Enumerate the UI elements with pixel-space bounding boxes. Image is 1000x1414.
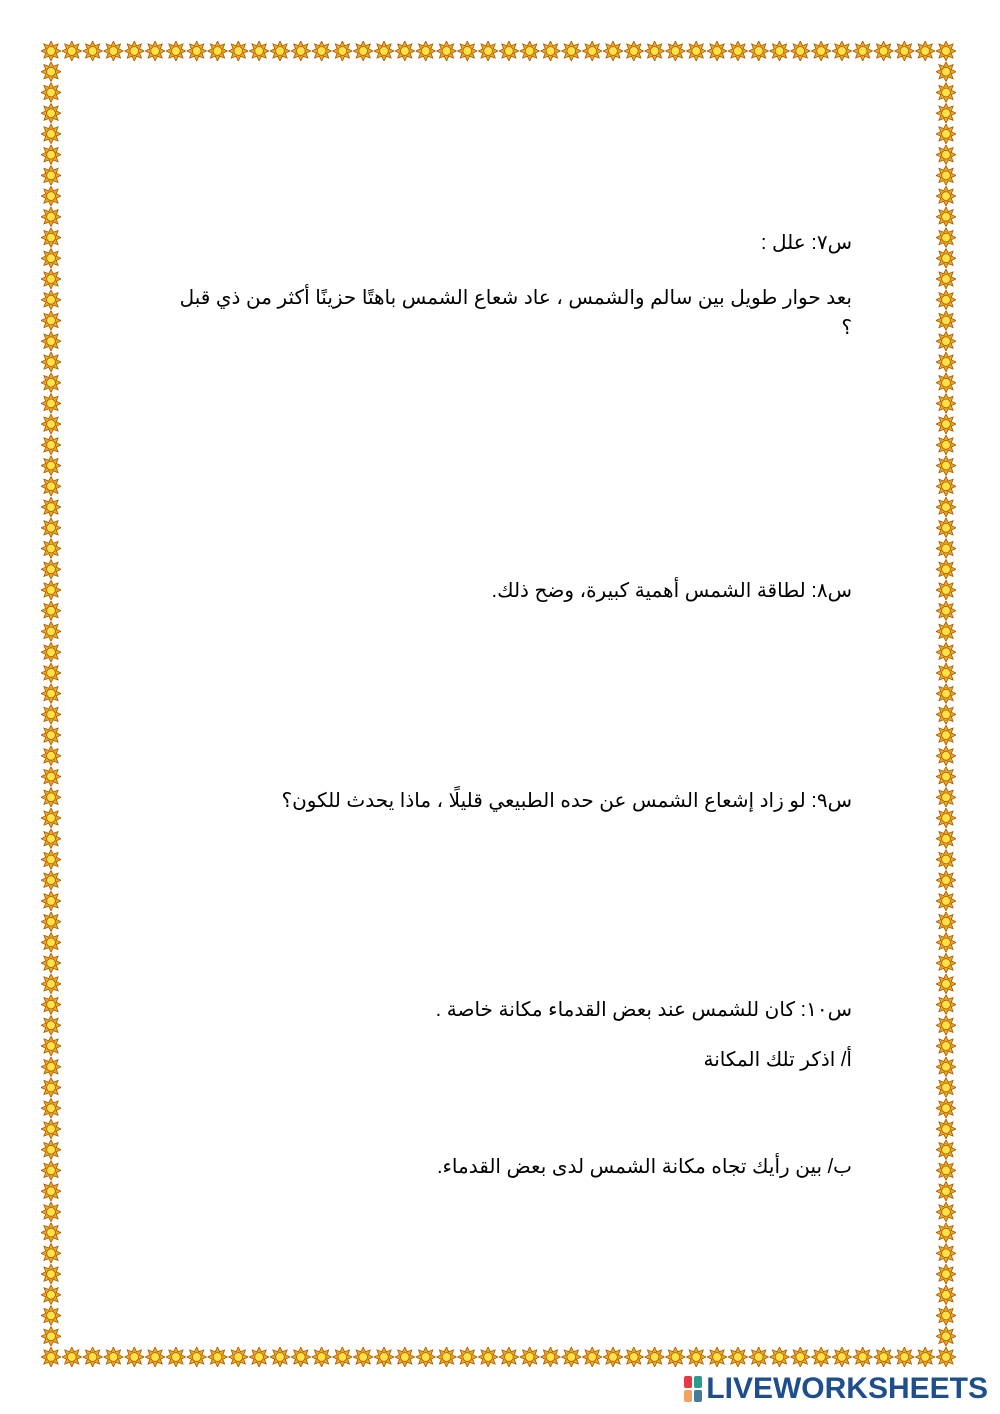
sun-icon (936, 1326, 956, 1346)
sun-icon (936, 912, 956, 932)
sun-icon (41, 1057, 61, 1077)
sun-icon (936, 41, 956, 61)
sun-icon (312, 41, 332, 61)
question-8-title: س٨: لطاقة الشمس أهمية كبيرة، وضح ذلك. (491, 580, 852, 602)
sun-icon (936, 311, 956, 331)
sun-icon (936, 476, 956, 496)
sun-icon (936, 953, 956, 973)
sun-icon (457, 1347, 477, 1367)
sun-icon (41, 518, 61, 538)
sun-icon (707, 1347, 727, 1367)
sun-icon (41, 829, 61, 849)
sun-icon (41, 476, 61, 496)
sun-icon (416, 41, 436, 61)
question-10-part-b: ب/ بين رأيك تجاه مكانة الشمس لدى بعض القدماء. (436, 1156, 852, 1178)
sun-icon (41, 1140, 61, 1160)
sun-icon (853, 1347, 873, 1367)
sun-icon (41, 974, 61, 994)
question-10-title: س١٠: كان للشمس عند بعض القدماء مكانة خاصة . (435, 999, 852, 1021)
liveworksheets-logo[interactable] (684, 1372, 988, 1406)
sun-icon (499, 1347, 519, 1367)
question-10-part-a: أ/ اذكر تلك المكانة (703, 1049, 852, 1071)
sun-icon (41, 103, 61, 123)
sun-icon (41, 850, 61, 870)
sun-icon (103, 41, 123, 61)
sun-icon (41, 393, 61, 413)
sun-icon (291, 1347, 311, 1367)
sun-icon (749, 41, 769, 61)
sun-icon (41, 787, 61, 807)
sun-icon (41, 808, 61, 828)
question-7-title: س٧: علل : (760, 232, 852, 254)
sun-icon (665, 1347, 685, 1367)
sun-icon (936, 331, 956, 351)
sun-icon (936, 290, 956, 310)
sun-icon (437, 1347, 457, 1367)
sun-icon (790, 41, 810, 61)
sun-icon (41, 1078, 61, 1098)
sun-icon (291, 41, 311, 61)
sun-icon (894, 41, 914, 61)
sun-icon (208, 1347, 228, 1367)
sun-icon (499, 41, 519, 61)
sun-icon (41, 912, 61, 932)
sun-icon (41, 1036, 61, 1056)
sun-icon (395, 1347, 415, 1367)
sun-icon (832, 1347, 852, 1367)
sun-icon (541, 41, 561, 61)
sun-icon (41, 290, 61, 310)
sun-icon (41, 1015, 61, 1035)
sun-icon (520, 1347, 540, 1367)
sun-icon (811, 41, 831, 61)
sun-icon (936, 373, 956, 393)
sun-icon (41, 621, 61, 641)
sun-icon (936, 974, 956, 994)
sun-icon (41, 456, 61, 476)
sun-icon (936, 228, 956, 248)
sun-icon (936, 1264, 956, 1284)
sun-icon (582, 1347, 602, 1367)
sun-icon (645, 1347, 665, 1367)
sun-icon (228, 41, 248, 61)
sun-icon (770, 1347, 790, 1367)
sun-icon (936, 124, 956, 144)
sun-icon (332, 1347, 352, 1367)
sun-icon (936, 414, 956, 434)
sun-icon (936, 1036, 956, 1056)
sun-icon (41, 1223, 61, 1243)
sun-icon (374, 41, 394, 61)
sun-icon (41, 870, 61, 890)
sun-icon (936, 559, 956, 579)
sun-icon (936, 1119, 956, 1139)
sun-icon (936, 1243, 956, 1263)
sun-icon (936, 1140, 956, 1160)
sun-icon (41, 435, 61, 455)
sun-icon (249, 1347, 269, 1367)
sun-icon (936, 767, 956, 787)
sun-icon (790, 1347, 810, 1367)
sun-icon (915, 1347, 935, 1367)
sun-icon (936, 269, 956, 289)
sun-icon (936, 829, 956, 849)
sun-icon (936, 995, 956, 1015)
sun-icon (936, 248, 956, 268)
sun-icon (41, 642, 61, 662)
sun-icon (624, 41, 644, 61)
sun-icon (41, 995, 61, 1015)
logo-tile (694, 1390, 702, 1402)
sun-icon (541, 1347, 561, 1367)
sun-icon (936, 539, 956, 559)
sun-icon (936, 1160, 956, 1180)
sun-icon (41, 684, 61, 704)
sun-icon (811, 1347, 831, 1367)
sun-icon (936, 207, 956, 227)
sun-icon (41, 1306, 61, 1326)
sun-icon (103, 1347, 123, 1367)
sun-icon (41, 269, 61, 289)
sun-icon (770, 41, 790, 61)
sun-icon (936, 435, 956, 455)
sun-icon (41, 352, 61, 372)
sun-icon (437, 41, 457, 61)
sun-icon (374, 1347, 394, 1367)
sun-icon (457, 41, 477, 61)
sun-icon (686, 41, 706, 61)
sun-icon (728, 41, 748, 61)
sun-icon (645, 41, 665, 61)
logo-tile (684, 1390, 692, 1402)
sun-icon (41, 145, 61, 165)
sun-icon (41, 746, 61, 766)
sun-icon (416, 1347, 436, 1367)
sun-icon (145, 1347, 165, 1367)
sun-icon (41, 124, 61, 144)
sun-icon (41, 1119, 61, 1139)
sun-icon (686, 1347, 706, 1367)
sun-icon (124, 41, 144, 61)
sun-icon (312, 1347, 332, 1367)
sun-icon (936, 932, 956, 952)
sun-icon (936, 1057, 956, 1077)
sun-icon (520, 41, 540, 61)
sun-icon (936, 704, 956, 724)
sun-icon (41, 165, 61, 185)
sun-icon (41, 228, 61, 248)
sun-icon (936, 456, 956, 476)
liveworksheets-brand-text: LIVEWORKSHEETS (706, 1372, 988, 1405)
sun-icon (41, 1243, 61, 1263)
logo-tile (694, 1376, 702, 1388)
sun-icon (41, 311, 61, 331)
sun-icon (561, 1347, 581, 1367)
sun-icon (41, 83, 61, 103)
logo-tile (684, 1376, 692, 1388)
sun-icon (936, 1285, 956, 1305)
sun-icon (936, 787, 956, 807)
sun-icon (936, 103, 956, 123)
sun-icon (41, 1160, 61, 1180)
sun-icon (874, 1347, 894, 1367)
sun-icon (41, 497, 61, 517)
sun-icon (936, 1078, 956, 1098)
sun-icon (41, 767, 61, 787)
sun-icon (41, 1098, 61, 1118)
sun-icon (41, 414, 61, 434)
sun-icon (936, 1015, 956, 1035)
sun-icon (83, 41, 103, 61)
sun-icon (936, 1347, 956, 1367)
sun-icon (603, 41, 623, 61)
sun-icon (478, 41, 498, 61)
sun-icon (624, 1347, 644, 1367)
sun-icon (936, 850, 956, 870)
sun-icon (41, 932, 61, 952)
sun-icon (166, 41, 186, 61)
sun-icon (208, 41, 228, 61)
sun-icon (936, 580, 956, 600)
sun-icon (41, 601, 61, 621)
sun-icon (936, 83, 956, 103)
sun-icon (603, 1347, 623, 1367)
sun-icon (936, 1181, 956, 1201)
sun-icon (936, 165, 956, 185)
sun-icon (187, 41, 207, 61)
sun-icon (936, 642, 956, 662)
sun-icon (41, 1264, 61, 1284)
sun-icon (41, 539, 61, 559)
sun-icon (332, 41, 352, 61)
sun-icon (41, 1285, 61, 1305)
sun-icon (936, 601, 956, 621)
sun-icon (936, 145, 956, 165)
sun-icon (228, 1347, 248, 1367)
sun-icon (41, 207, 61, 227)
sun-icon (395, 41, 415, 61)
sun-icon (936, 393, 956, 413)
sun-icon (41, 1202, 61, 1222)
sun-icon (874, 41, 894, 61)
sun-icon (936, 1306, 956, 1326)
sun-icon (62, 1347, 82, 1367)
sun-icon (915, 41, 935, 61)
sun-icon (561, 41, 581, 61)
sun-icon (936, 725, 956, 745)
sun-icon (249, 41, 269, 61)
sun-icon (124, 1347, 144, 1367)
sun-icon (665, 41, 685, 61)
sun-icon (41, 891, 61, 911)
sun-icon (41, 41, 61, 61)
sun-icon (936, 891, 956, 911)
question-7-body: بعد حوار طويل بين سالم والشمس ، عاد شعاع الشمس باهتًا حزينًا أكثر من ذي قبل ؟ (179, 287, 852, 339)
sun-icon (187, 1347, 207, 1367)
sun-icon (41, 1181, 61, 1201)
sun-icon (41, 248, 61, 268)
sun-icon (936, 746, 956, 766)
sun-icon (936, 1223, 956, 1243)
sun-icon (41, 1326, 61, 1346)
sun-icon (41, 1347, 61, 1367)
sun-icon (936, 497, 956, 517)
sun-icon (41, 663, 61, 683)
sun-icon (936, 1098, 956, 1118)
sun-icon (83, 1347, 103, 1367)
sun-icon (270, 41, 290, 61)
sun-icon (41, 186, 61, 206)
sun-icon (936, 518, 956, 538)
sun-icon (749, 1347, 769, 1367)
sun-icon (936, 621, 956, 641)
sun-icon (62, 41, 82, 61)
sun-icon (582, 41, 602, 61)
sun-icon (41, 704, 61, 724)
sun-icon (41, 331, 61, 351)
sun-icon (936, 870, 956, 890)
sun-icon (41, 953, 61, 973)
sun-icon (353, 1347, 373, 1367)
sun-icon (166, 1347, 186, 1367)
sun-icon (41, 725, 61, 745)
sun-icon (936, 808, 956, 828)
question-9-title: س٩: لو زاد إشعاع الشمس عن حده الطبيعي قليلًا ، ماذا يحدث للكون؟ (281, 790, 852, 812)
sun-icon (41, 580, 61, 600)
sun-icon (145, 41, 165, 61)
sun-icon (41, 62, 61, 82)
sun-icon (936, 684, 956, 704)
sun-icon (936, 663, 956, 683)
sun-icon (936, 186, 956, 206)
liveworksheets-logo-icon (684, 1376, 702, 1402)
sun-icon (478, 1347, 498, 1367)
sun-icon (894, 1347, 914, 1367)
sun-icon (936, 1202, 956, 1222)
sun-icon (832, 41, 852, 61)
sun-icon (853, 41, 873, 61)
sun-icon (936, 62, 956, 82)
sun-icon (728, 1347, 748, 1367)
sun-icon (270, 1347, 290, 1367)
sun-icon (936, 352, 956, 372)
sun-icon (41, 373, 61, 393)
sun-icon (41, 559, 61, 579)
sun-icon (353, 41, 373, 61)
sun-icon (707, 41, 727, 61)
